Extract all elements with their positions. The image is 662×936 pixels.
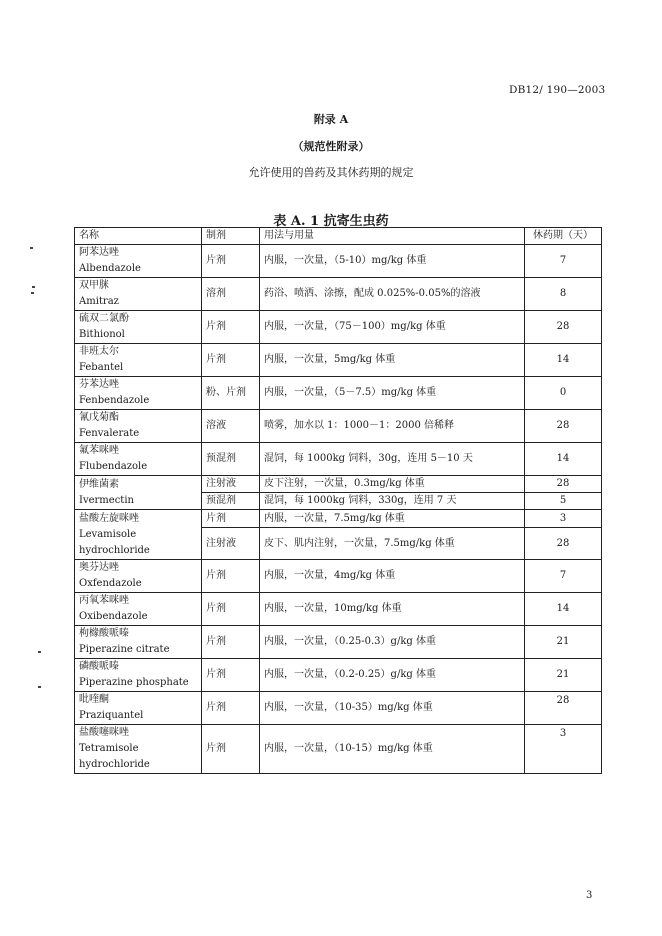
antiparasitic-drugs-table [74,227,602,774]
drug-name-en-2: hydrochloride [79,759,150,770]
drug-usage: 内服，一次量，（75－100）mg/kg 体重 [260,311,525,344]
drug-name [75,311,202,344]
page-number: 3 [586,890,593,901]
drug-name-en: Tetramisole [79,743,139,754]
drug-name [75,443,202,476]
withdrawal-period: 7 [525,245,602,278]
withdrawal-period: 3 [525,725,602,774]
appendix-title: 附录 A [313,113,349,126]
withdrawal-period: 14 [525,443,602,476]
drug-name-en: Oxfendazole [79,578,142,589]
drug-form: 片剂 [202,510,260,528]
table-row [75,560,602,593]
drug-form: 注射液 [202,476,260,493]
drug-form: 片剂 [202,245,260,278]
withdrawal-period: 14 [525,344,602,377]
column-header-withdrawal-period: 休药期（天） [525,228,602,245]
drug-form: 片剂 [202,593,260,626]
drug-name [75,725,202,774]
drug-form: 片剂 [202,626,260,659]
drug-name-en: Flubendazole [79,461,148,472]
drug-name [75,245,202,278]
drug-name [75,377,202,410]
drug-name-cn: 伊维菌素 [79,478,119,490]
table-row [75,725,602,774]
standard-number: DB12/ 190—2003 [509,84,606,96]
drug-form: 粉、片剂 [202,377,260,410]
withdrawal-period: 8 [525,278,602,311]
drug-name-en-2: hydrochloride [79,545,150,556]
drug-name [75,659,202,692]
table-row [75,476,602,493]
withdrawal-period: 5 [525,493,602,510]
withdrawal-period: 28 [525,528,602,560]
drug-usage: 内服，一次量，（5－7.5）mg/kg 体重 [260,377,525,410]
drug-form: 片剂 [202,311,260,344]
drug-name-en: Piperazine citrate [79,644,170,655]
drug-name [75,510,202,560]
table-row [75,311,602,344]
drug-name-en: Febantel [79,362,124,373]
drug-name-cn: 氟苯咪唑 [79,445,119,456]
table-row [75,510,602,528]
drug-form: 溶剂 [202,278,260,311]
table-row [75,692,602,725]
drug-name-cn: 盐酸左旋咪唑 [79,513,139,524]
drug-usage: 内服，一次量，（10-35）mg/kg 体重 [260,692,525,725]
drug-usage: 内服，一次量，（5-10）mg/kg 体重 [260,245,525,278]
drug-name-cn: 吡喹酮 [79,694,109,705]
drug-name [75,344,202,377]
withdrawal-period: 0 [525,377,602,410]
drug-usage: 皮下注射，一次量，0.3mg/kg 体重 [260,476,525,493]
table-row [75,443,602,476]
drug-name-en: Fenvalerate [79,428,140,439]
drug-usage: 内服，一次量，（10-15）mg/kg 体重 [260,725,525,774]
drug-form: 片剂 [202,725,260,774]
table-header-row [75,228,602,245]
drug-form: 片剂 [202,692,260,725]
drug-name [75,476,202,510]
column-header-name: 名称 [75,228,202,245]
withdrawal-period: 28 [525,692,602,725]
drug-name-cn: 芬苯达唑 [79,379,119,390]
drug-form: 片剂 [202,659,260,692]
drug-usage: 内服，一次量，10mg/kg 体重 [260,593,525,626]
drug-name-cn: 奥芬达唑 [79,562,119,573]
drug-usage: 喷雾，加水以 1：1000－1：2000 倍稀释 [260,410,525,443]
drug-name [75,410,202,443]
drug-usage: 内服，一次量，（0.2-0.25）g/kg 体重 [260,659,525,692]
drug-form: 预混剂 [202,493,260,510]
withdrawal-period: 21 [525,659,602,692]
drug-name-en: Bithionol [79,329,125,340]
withdrawal-period: 14 [525,593,602,626]
drug-name-cn: 阿苯达唑 [79,247,119,258]
drug-form: 溶液 [202,410,260,443]
column-header-form: 制剂 [202,228,260,245]
drug-usage: 混饲，每 1000kg 饲料，330g，连用 7 天 [260,493,525,510]
withdrawal-period: 28 [525,410,602,443]
table-row [75,626,602,659]
table-row [75,410,602,443]
drug-usage: 内服，一次量，4mg/kg 体重 [260,560,525,593]
drug-name [75,560,202,593]
drug-name-cn: 枸橼酸哌嗪 [79,628,129,639]
drug-name-cn: 丙氧苯咪唑 [79,595,129,606]
drug-name-cn: 磷酸哌嗪 [79,661,119,672]
drug-usage: 药浴、喷洒、涂擦，配成 0.025%-0.05%的溶液 [260,278,525,311]
drug-name-en: Oxibendazole [79,611,148,622]
drug-name-cn: 氰戊菊酯 [79,412,119,423]
drug-name-en: Piperazine phosphate [79,677,189,688]
table-row [75,659,602,692]
withdrawal-period: 3 [525,510,602,528]
drug-name-cn: 盐酸噻咪唑 [79,727,129,738]
drug-usage: 内服，一次量，7.5mg/kg 体重 [260,510,525,528]
table-title: 表 A. 1 抗寄生虫药 [273,214,389,229]
drug-form: 片剂 [202,560,260,593]
drug-name-en: Albendazole [79,263,141,274]
drug-usage: 内服，一次量，5mg/kg 体重 [260,344,525,377]
drug-name-en: Levamisole [79,529,137,540]
drug-name-en: Praziquantel [79,710,144,721]
drug-form: 注射液 [202,528,260,560]
withdrawal-period: 28 [525,476,602,493]
withdrawal-period: 7 [525,560,602,593]
drug-name-en: Amitraz [79,296,119,307]
drug-name-en: Fenbendazole [79,395,150,406]
drug-name-en: Ivermectin [79,494,134,506]
drug-name-cn: 双甲脒 [79,280,109,291]
table-row [75,593,602,626]
withdrawal-period: 28 [525,311,602,344]
column-header-usage: 用法与用量 [260,228,525,245]
drug-usage: 皮下、肌内注射，一次量，7.5mg/kg 体重 [260,528,525,560]
drug-form: 片剂 [202,344,260,377]
appendix-type: （规范性附录） [292,140,370,153]
drug-usage: 混饲，每 1000kg 饲料，30g，连用 5－10 天 [260,443,525,476]
drug-form: 预混剂 [202,443,260,476]
drug-name [75,626,202,659]
withdrawal-period: 21 [525,626,602,659]
drug-name-cn: 硫双二氯酚 [79,313,129,324]
table-row [75,377,602,410]
table-row [75,344,602,377]
table-row [75,245,602,278]
drug-name [75,593,202,626]
appendix-subtitle: 允许使用的兽药及其休药期的规定 [248,166,414,179]
table-row [75,278,602,311]
drug-name [75,278,202,311]
drug-name-cn: 非班太尔 [79,346,119,357]
drug-usage: 内服，一次量，（0.25-0.3）g/kg 体重 [260,626,525,659]
drug-name [75,692,202,725]
